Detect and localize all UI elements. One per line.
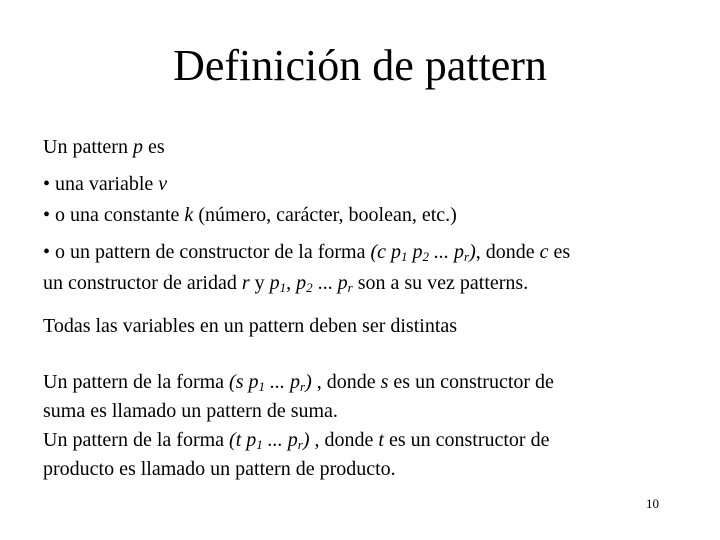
product-form-close: ) xyxy=(302,429,310,451)
sum-mid: , donde xyxy=(311,371,381,393)
intro-suffix: es xyxy=(142,136,165,158)
p2-wrap xyxy=(296,272,313,294)
arity-end: son a su vez patterns. xyxy=(352,272,529,294)
constructor-end: es xyxy=(548,241,571,263)
sum-prefix: Un pattern de la forma xyxy=(43,371,230,393)
intro-prefix: Un pattern xyxy=(43,136,133,158)
constructor-form xyxy=(370,241,475,263)
product-pattern-line2: producto es llamado un pattern de producto. xyxy=(43,458,396,480)
product-sub-1: 1 xyxy=(256,437,263,452)
sub-r: r xyxy=(464,249,470,264)
p2: p xyxy=(296,272,307,294)
product-form-dots: ... p xyxy=(262,429,298,451)
form-dots: ... p xyxy=(429,241,465,263)
distinct-note: Todas las variables en un pattern deben ser distintas xyxy=(43,315,458,337)
bullet-constructor-line1 xyxy=(43,240,570,264)
form-p2: p xyxy=(407,241,423,263)
comma: , xyxy=(286,272,297,294)
sum-sub-1: 1 xyxy=(258,379,265,394)
constructor-var-c: c xyxy=(539,241,549,263)
constructor-mid: , donde xyxy=(475,241,540,263)
form-open: (c p xyxy=(370,241,402,263)
sum-sub-r: r xyxy=(300,379,306,394)
product-end: es un constructor de xyxy=(383,429,550,451)
bullet-symbol: • xyxy=(43,241,51,263)
bullet-constructor-line2 xyxy=(43,271,528,295)
sum-pattern-line1 xyxy=(43,370,554,394)
bullet-symbol: • xyxy=(43,173,51,195)
bullet-variable-text: una variable xyxy=(50,173,159,195)
sub-1: 1 xyxy=(401,249,408,264)
bullet-variable-var: v xyxy=(158,173,168,195)
product-mid: , donde xyxy=(309,429,379,451)
sum-form-dots: ... p xyxy=(265,371,300,393)
intro-line xyxy=(43,135,165,159)
arity-prefix: un constructor de aridad xyxy=(43,272,242,294)
p1-sub: 1 xyxy=(279,280,287,295)
arity-var-r: r xyxy=(241,272,250,294)
dots: ... xyxy=(312,272,338,294)
sum-form xyxy=(229,371,312,393)
form-close: ) xyxy=(469,241,476,263)
pr-wrap xyxy=(338,272,353,294)
arity-y: y xyxy=(249,272,270,294)
product-form-open: (t p xyxy=(229,429,257,451)
p-list xyxy=(270,272,287,294)
bullet-constant xyxy=(43,203,457,227)
product-form xyxy=(229,429,309,451)
bullet-constant-var: k xyxy=(184,204,194,226)
slide-title: Definición de pattern xyxy=(173,41,547,90)
bullet-symbol: • xyxy=(43,204,51,226)
page-number: 10 xyxy=(646,496,659,511)
p2-sub: 2 xyxy=(306,280,313,295)
product-pattern-line1 xyxy=(43,428,549,452)
product-sub-r: r xyxy=(297,437,303,452)
bullet-variable xyxy=(43,172,167,196)
sub-2: 2 xyxy=(422,249,430,264)
sum-end: es un constructor de xyxy=(388,371,554,393)
sum-var: s xyxy=(380,371,389,393)
pr-sub: r xyxy=(347,280,353,295)
bullet-constant-text: o una constante xyxy=(50,204,185,226)
sum-form-open: (s p xyxy=(229,371,259,393)
constructor-prefix: o un pattern de constructor de la forma xyxy=(50,241,371,263)
sum-form-close: ) xyxy=(305,371,312,393)
bullet-constant-suffix: (número, carácter, boolean, etc.) xyxy=(193,204,457,226)
pr: p xyxy=(337,272,348,294)
intro-var: p xyxy=(132,136,143,158)
p1: p xyxy=(269,272,280,294)
product-var: t xyxy=(378,429,384,451)
product-prefix: Un pattern de la forma xyxy=(43,429,230,451)
sum-pattern-line2: suma es llamado un pattern de suma. xyxy=(43,400,338,422)
